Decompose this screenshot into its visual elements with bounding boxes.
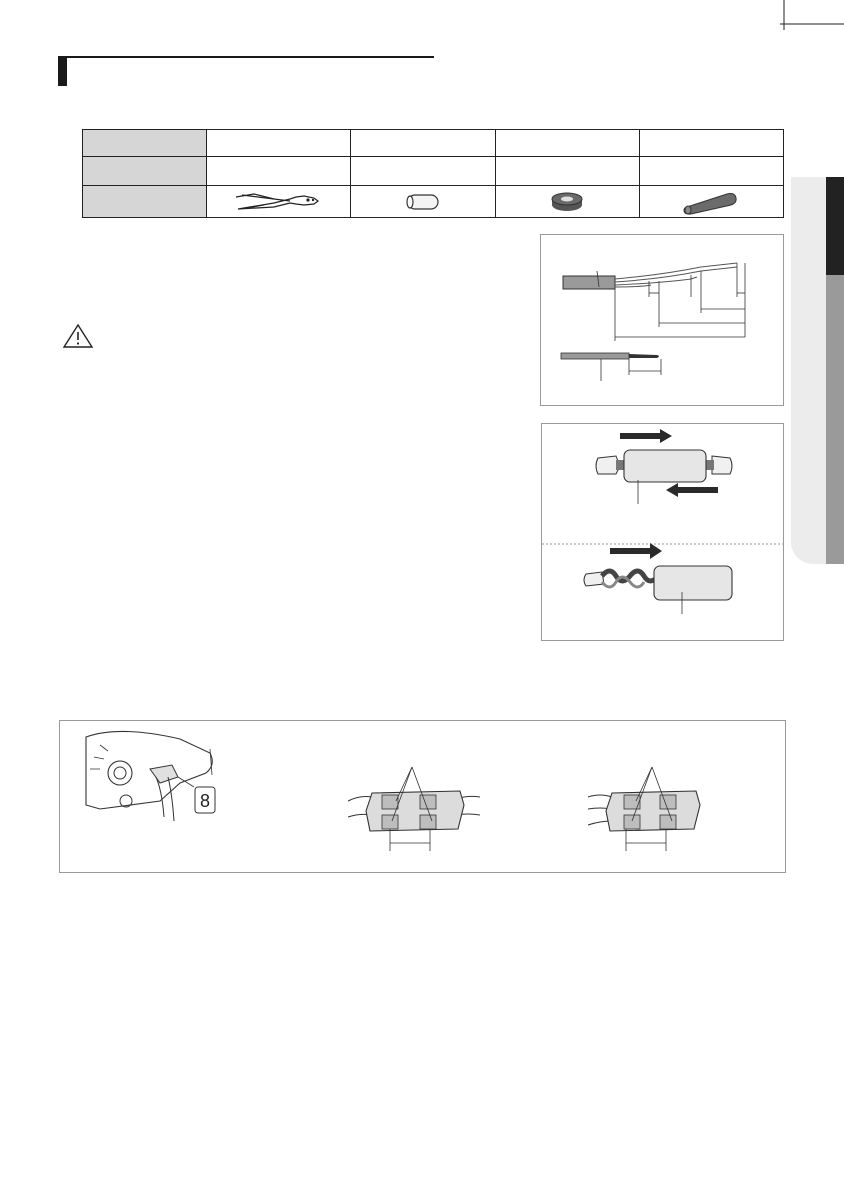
wire-stripping-drawing	[541, 235, 783, 405]
section-title-bar	[58, 56, 434, 86]
crop-mark-top-right	[780, 0, 844, 30]
table-row	[83, 186, 784, 218]
table-cell	[495, 157, 639, 186]
table-cell	[207, 130, 351, 157]
table-cell	[351, 157, 495, 186]
section-title-block	[58, 56, 67, 86]
shrink-tube-icon	[679, 189, 743, 215]
table-cell	[639, 157, 783, 186]
warning-icon	[62, 323, 94, 349]
insulation-tape-icon	[542, 189, 592, 215]
crimping-drawing	[60, 721, 785, 872]
table-cell	[207, 157, 351, 186]
section-title-rule	[67, 56, 434, 58]
table-header-cell	[83, 130, 207, 157]
table-cell	[639, 186, 783, 218]
table-cell	[495, 130, 639, 157]
sleeve-icon	[398, 189, 448, 215]
table-row	[83, 130, 784, 157]
table-header-cell	[83, 157, 207, 186]
sleeve-slide-diagram	[541, 423, 784, 641]
wire-stripping-diagram	[540, 234, 784, 406]
chapter-tab-marker	[826, 275, 844, 564]
chapter-tab-marker-active	[826, 177, 844, 275]
crimping-pliers-icon	[234, 189, 324, 215]
table-row	[83, 157, 784, 186]
chapter-tab	[791, 177, 844, 564]
table-cell	[639, 130, 783, 157]
crimped-sleeve-a	[348, 767, 480, 851]
crimping-diagram	[59, 720, 786, 873]
sleeve-slide-drawing	[542, 424, 783, 640]
table-cell	[351, 130, 495, 157]
tools-table	[82, 129, 784, 218]
table-cell	[351, 186, 495, 218]
table-header-cell	[83, 186, 207, 218]
table-cell	[207, 186, 351, 218]
crimp-digit: 8	[199, 791, 211, 811]
table-cell	[495, 186, 639, 218]
crimped-sleeve-b	[588, 767, 700, 851]
